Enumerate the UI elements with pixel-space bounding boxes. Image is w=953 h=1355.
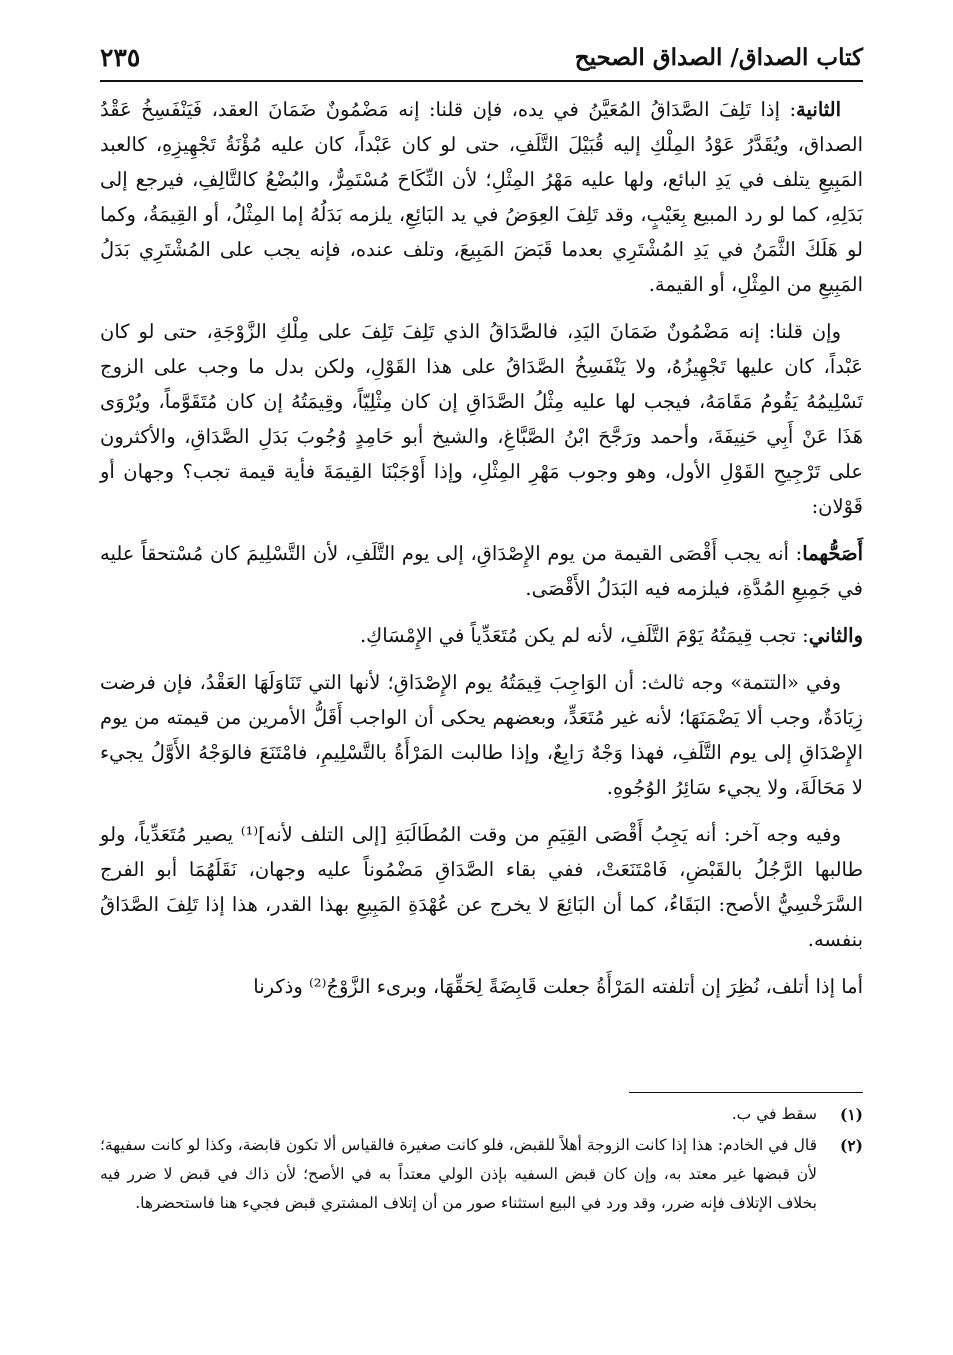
footnote-2-text: قال في الخادم: هذا إذا كانت الزوجة أهلاً للقبض، فلو كانت صغيرة فالقياس ألا تكون قابضة، وكذا لو كانت سفيهة؛ لأن قبضها غير معتد به، وإن كان قبض السفيه بإذن الولي معتداً به في الأصح؛ لأن ذاك في قبض لا ضرر فيه بخلاف الإتلاف فإنه ضرر، وقد ورد في البيع استثناء صور من أن إتلاف المشتري قبض فجيء هنا فاستحضرها. [100,1136,817,1212]
header-rule [100,80,863,82]
paragraph-3-lead: أَصَحُّهما [802,542,863,565]
main-text [100,92,863,1016]
running-title: كتاب الصداق/ الصداق الصحيح [574,43,863,71]
footnote-1-number: (١) [839,1105,863,1124]
paragraph-1 [100,92,863,302]
footnote-1-text: سقط في ب. [731,1105,817,1123]
page-number: ٢٣٥ [100,42,141,72]
page-header [100,34,863,80]
paragraph-5: وفي «التتمة» وجه ثالث: أن الوَاجِبَ قِيمَتُهُ يوم الإِصْدَاقِ؛ لأنها التي تَنَاوَلَهَا العَقْدُ، فإن فرضت زِيَادَةٌ، وجب ألا يَضْمَنَهَا؛ لأنه غير مُتَعَدٍّ، وبعضهم يحكى أن الواجب أَقَلُّ الأمرين من قيمته من يوم الإِصْدَاقِ إلى يوم التَّلَفِ، فهذا وَجْهٌ رَابِعٌ، وإذا طالبت المَرْأَةُ بالتَّسْلِيمِ، فامْتَنَعَ فالوَجْهُ الأَوَّلُ يجيء لا مَحَالَةَ، ولا يجيء سَائِرُ الوُجُوهِ. [100,671,863,799]
paragraph-3 [100,536,863,606]
footnote-rule [629,1092,863,1093]
paragraph-3-text: : أنه يجب أَقْصَى القيمة من يوم الإِصْدَاقِ، إلى يوم التَّلَفِ، لأن التَّسْلِيمَ كان مُسْتحقاً عليه في جَمِيعِ المُدَّةِ، فيلزمه فيه البَدَلُ الأَقْصَى. [100,542,863,600]
paragraph-4-lead: والثاني [808,624,863,647]
footnote-1 [100,1100,863,1129]
paragraph-7: أما إذا أتلف، نُظِرَ إن أتلفته المَرْأَةُ جعلت قَابِضَةً لِحَقِّهَا، وبرىء الزَّوْجُ⁽²⁾ وذكرنا [253,975,863,998]
footnote-2 [100,1131,863,1218]
paragraph-2: وإن قلنا: إنه مَضْمُونٌ ضَمَانَ اليَدِ، فالصَّدَاقُ الذي تَلِفَ تَلِفَ على مِلْكِ الزَّوْجَةِ، حتى لو كان عَبْداً، كان عليها تَجْهِيزُهُ، ولا يَنْفَسِخُ الصَّدَاقُ على هذا القَوْلِ، ولكن بدل ما وجب على الزوج تَسْلِيمُهُ يَقُومُ مَقَامَهُ، فيجب لها عليه مِثْلُ الصَّدَاقِ إن كان مِثْلِيّاً، وقِيمَتُهُ إن كان مُتَقَوَّماً، ويُرْوَى هَذَا عَنْ أَبِي حَنِيفَةَ، وأحمد ورَجَّحَ ابْنُ الصَّبَّاغِ، والشيخ أبو حَامِدٍ وُجُوبَ بَدَلِ الصَّدَاقِ، والأكثرون على تَرْجِيحِ القَوْلِ الأول، وهو وجوب مَهْرِ المِثْلِ، وإذا أَوْجَبْنَا القِيمَةَ فأية قيمة تجب؟ وجهان أو قَوْلان: [100,320,863,518]
footnotes [100,1100,863,1220]
footnote-2-number: (٢) [839,1136,863,1155]
paragraph-1-text: : إذا تَلِفَ الصَّدَاقُ المُعَيَّنُ في يده، فإن قلنا: إنه مَضْمُونٌ ضَمَانَ العقد، فَيَنْفَسِخُ عَقْدُ الصداق، ويُقَدَّرُ عَوْدُ المِلْكِ إليه قُبَيْلَ التَّلَفِ، حتى لو كان عَبْداً، كان عليه مُؤْنَةُ تَجْهِيزِهِ، كالعبد المَبِيعِ يتلف في يَدِ البائع، ولها عليه مَهْرُ المِثْلِ؛ لأن النِّكَاحَ مُسْتَمِرٌّ، والبُضْعُ كالتَّالِفِ، فيرجع إلى بَدَلِهِ، كما لو رد المبيع بِعَيْبٍ، وقد تَلِفَ العِوَضُ في يد البَائِعِ، يلزمه بَدَلُهُ إما المِثْلُ، أو القِيمَةُ، وكما لو هَلَكَ الثَّمَنُ في يَدِ المُشْتَرِي بعدما قَبَضَ المَبِيعَ، وتلف عنده، فإنه يجب على المُشْتَرِي بَدَلُ المَبِيعِ من المِثْلِ، أو القيمة. [100,98,863,296]
paragraph-4-text: : تجب قِيمَتُهُ يَوْمَ التَّلَفِ، لأنه لم يكن مُتَعَدِّياً في الإِمْسَاكِ. [359,624,809,647]
paragraph-1-lead: الثانية [796,98,841,121]
paragraph-4 [100,618,863,653]
paragraph-6: وفيه وجه آخر: أنه يَجِبُ أَقْصَى القِيَمِ من وقت المُطَالَبَةِ [إلى التلف لأنه]⁽¹⁾ يصير مُتَعَدِّياً، ولو طالبها الرَّجُلُ بالقَبْضِ، فَامْتَنَعَتْ، ففي بقاء الصَّدَاقِ مَضْمُوناً عليه وجهان، نَقَلَهُمَا أبو الفرج السَّرَخْسِيُّ الأصح: البَقَاءُ، كما أن البَائِعَ لا يخرج عن عُهْدَةِ المَبِيعِ بهذا القدر، هذا إذا تَلِفَ الصَّدَاقُ بنفسه. [100,823,863,951]
